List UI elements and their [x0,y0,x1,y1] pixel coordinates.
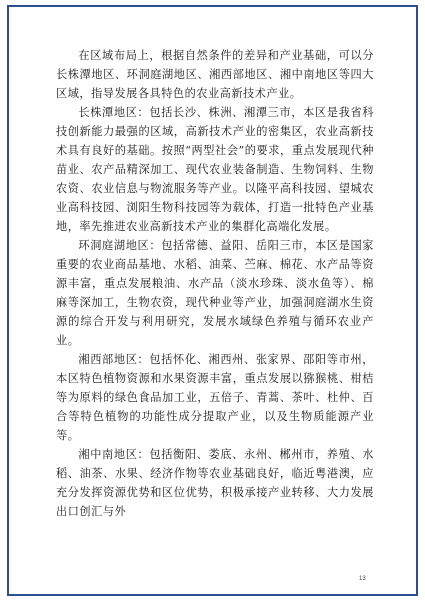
paragraph-regional-layout: 在区域布局上，根据自然条件的差异和产业基础，可以分长株潭地区、环洞庭湖地区、湘西部地区、湘中南地区等四大区域，指导发展各具特色的农业高新技术产业。 [56,49,374,100]
paragraph-changzhutan: 长株潭地区：包括长沙、株洲、湘潭三市，本区是我省科技创新能力最强的区域，高新技术产业的密集区，农业高新技术具有良好的基础。按照“两型社会”的要求，重点发展现代种苗业、农产品精深加工、现代农业装备制造、生物饲料、生物农资、农业信息与物流服务等产业。以隆平高科技园、望城农业高科技园、浏阳生物科技园等为载体，打造一批特色产业基地，率先推进农业高新技术产业的集群化高端化发展。 [56,106,374,233]
paragraph-west-hunan: 湘西部地区：包括怀化、湘西州、张家界、邵阳等市州，本区特色植物资源和水果资源丰富，重点发展以猕猴桃、柑桔等为原料的绿色食品加工业，五倍子、青蒿、茶叶、杜仲、百合等特色植物的功能性成分提取产业，以及生物质能源产业等。 [56,353,374,442]
document-body [56,46,374,521]
paragraph-dongting-lake: 环洞庭湖地区：包括常德、益阳、岳阳三市，本区是国家重要的农业商品基地、水稻、油菜、苎麻、棉花、水产品等资源丰富，重点发展粮油、水产品（淡水珍珠、淡水鱼等）、棉麻等深加工，生物农资，现代种业等产业，加强洞庭湖水生资源的综合开发与利用研究，发展水域绿色养殖与循环农业产业。 [56,239,374,347]
page-number: 13 [359,576,366,582]
paragraph-central-south-hunan: 湘中南地区：包括衡阳、娄底、永州、郴州市，养殖、水稻、油茶、水果、经济作物等农业基础良好，临近粤港澳，应充分发挥资源优势和区位优势，积极承接产业转移、大力发展出口创汇与外 [56,448,374,518]
